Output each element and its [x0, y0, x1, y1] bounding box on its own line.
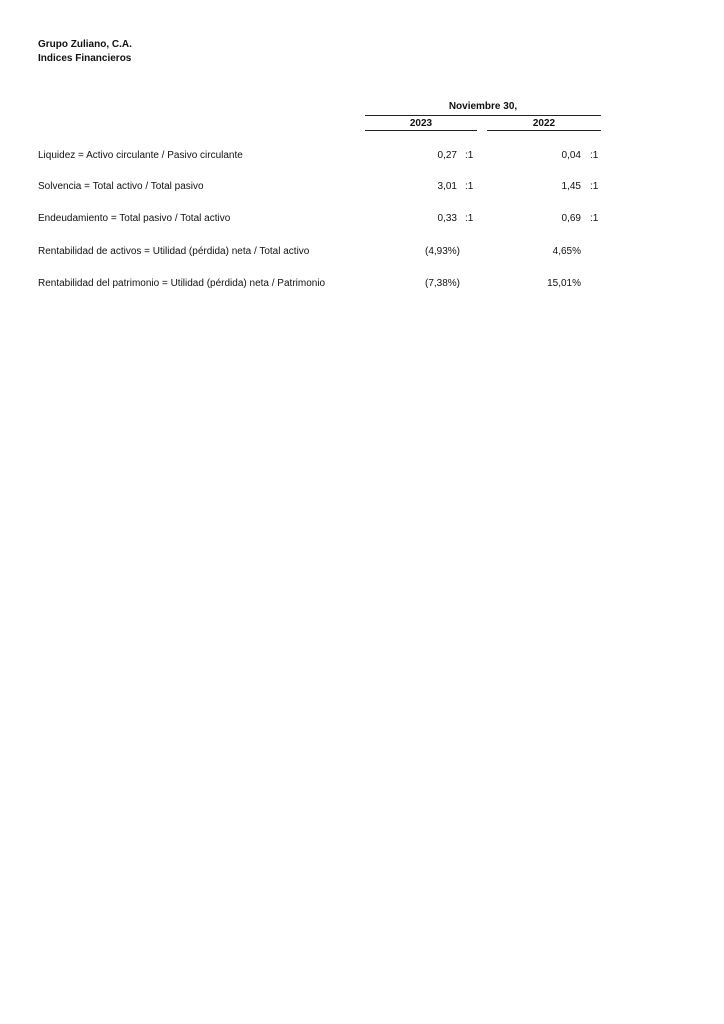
column-underline-2022: [487, 130, 601, 131]
value-2022: 15,01%: [547, 278, 581, 289]
document-title: Indices Financieros: [38, 53, 132, 64]
ratio-label: Liquidez = Activo circulante / Pasivo circulante: [38, 150, 243, 161]
value-2023: 0,33: [437, 213, 457, 224]
ratio-row-rentabilidad-patrimonio: [0, 278, 724, 294]
value-2022: 0,69: [561, 213, 581, 224]
ratio-row-endeudamiento: [0, 213, 724, 229]
column-underline-2023: [365, 130, 477, 131]
ratio-label: Endeudamiento = Total pasivo / Total activo: [38, 213, 231, 224]
value-2023: 3,01: [437, 181, 457, 192]
ratio-label: Rentabilidad del patrimonio = Utilidad (pérdida) neta / Patrimonio: [38, 278, 326, 289]
period-header: Noviembre 30,: [448, 101, 518, 112]
ratio-row-solvencia: [0, 181, 724, 197]
period-underline: [365, 115, 601, 116]
ratio-suffix-2022: :1: [590, 150, 599, 161]
value-2022: 1,45: [561, 181, 581, 192]
ratio-suffix-2022: :1: [590, 181, 599, 192]
ratio-suffix-2023: :1: [465, 150, 474, 161]
company-name: Grupo Zuliano, C.A.: [38, 39, 132, 50]
value-2022: 4,65%: [552, 246, 581, 257]
ratio-suffix-2023: :1: [465, 181, 474, 192]
column-header-2022: 2022: [532, 118, 556, 129]
value-2023: (4,93%): [424, 246, 460, 257]
document-header: [38, 38, 132, 66]
ratio-row-rentabilidad-activos: [0, 246, 724, 262]
ratio-label: Rentabilidad de activos = Utilidad (pérdida) neta / Total activo: [38, 246, 310, 257]
ratio-suffix-2022: :1: [590, 213, 599, 224]
value-2022: 0,04: [561, 150, 581, 161]
ratio-suffix-2023: :1: [465, 213, 474, 224]
column-header-2023: 2023: [409, 118, 433, 129]
value-2023: (7,38%): [424, 278, 460, 289]
ratio-label: Solvencia = Total activo / Total pasivo: [38, 181, 204, 192]
value-2023: 0,27: [437, 150, 457, 161]
ratio-row-liquidez: [0, 150, 724, 166]
